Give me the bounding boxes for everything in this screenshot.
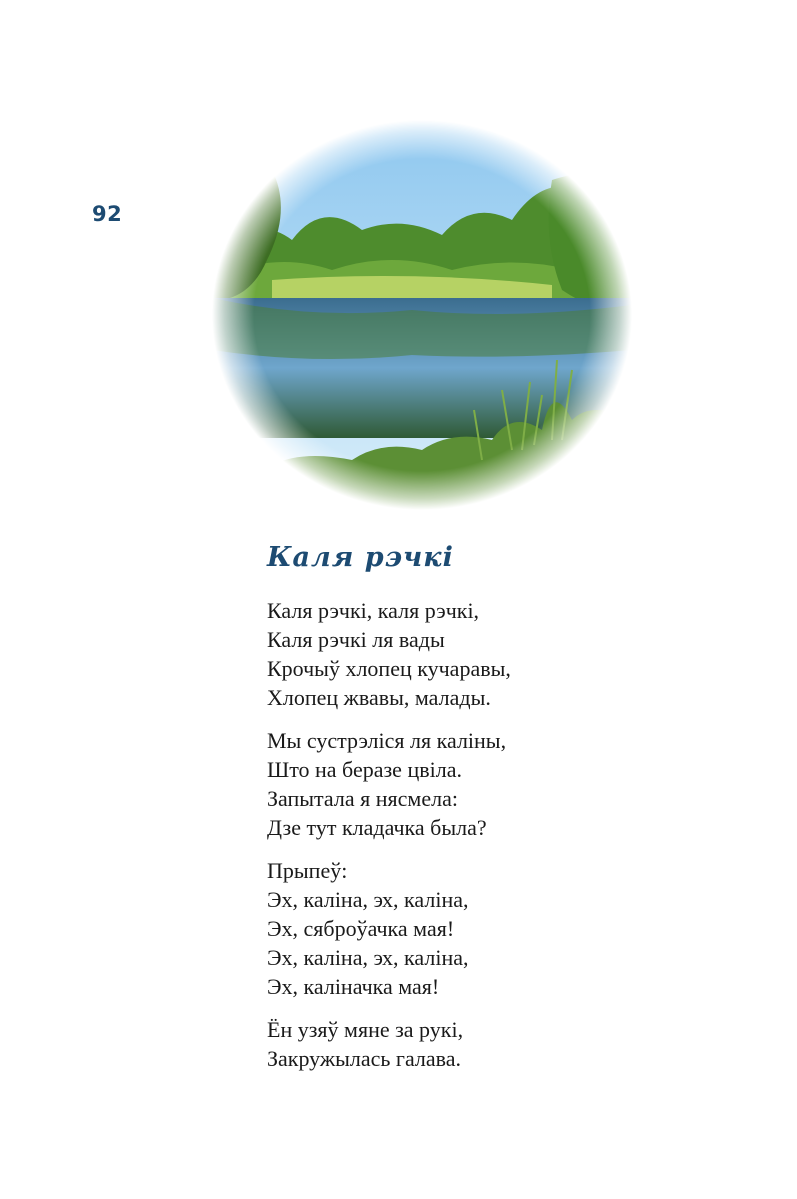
poem-line: Каля рэчкі, каля рэчкі, (267, 598, 480, 623)
poem-body (267, 596, 511, 1087)
lake-landscape-photo (212, 120, 632, 510)
poem-line: Дзе тут кладачка была? (267, 815, 487, 840)
chorus-label: Прыпеў: (267, 858, 348, 883)
poem-line: Хлопец жвавы, малады. (267, 685, 491, 710)
poem-line: Запытала я нясмела: (267, 786, 458, 811)
poem-title: Каля рэчкі (267, 542, 454, 573)
poem-line: Ён узяў мяне за рукі, (267, 1017, 464, 1042)
poem-line: Эх, сяброўачка мая! (267, 916, 455, 941)
poem-line: Эх, каліначка мая! (267, 974, 440, 999)
poem-line: Крочыў хлопец кучаравы, (267, 656, 511, 681)
page-number: 92 (92, 202, 123, 226)
stanza (267, 596, 511, 712)
stanza (267, 726, 511, 842)
poem-line: Каля рэчкі ля вады (267, 627, 445, 652)
poem-line: Што на беразе цвіла. (267, 757, 462, 782)
stanza (267, 1015, 511, 1073)
chorus-stanza (267, 856, 511, 1001)
poem-line: Закружылась галава. (267, 1046, 462, 1071)
poem-line: Эх, каліна, эх, каліна, (267, 887, 469, 912)
poem-line: Эх, каліна, эх, каліна, (267, 945, 469, 970)
poem-line: Мы сустрэліся ля каліны, (267, 728, 507, 753)
